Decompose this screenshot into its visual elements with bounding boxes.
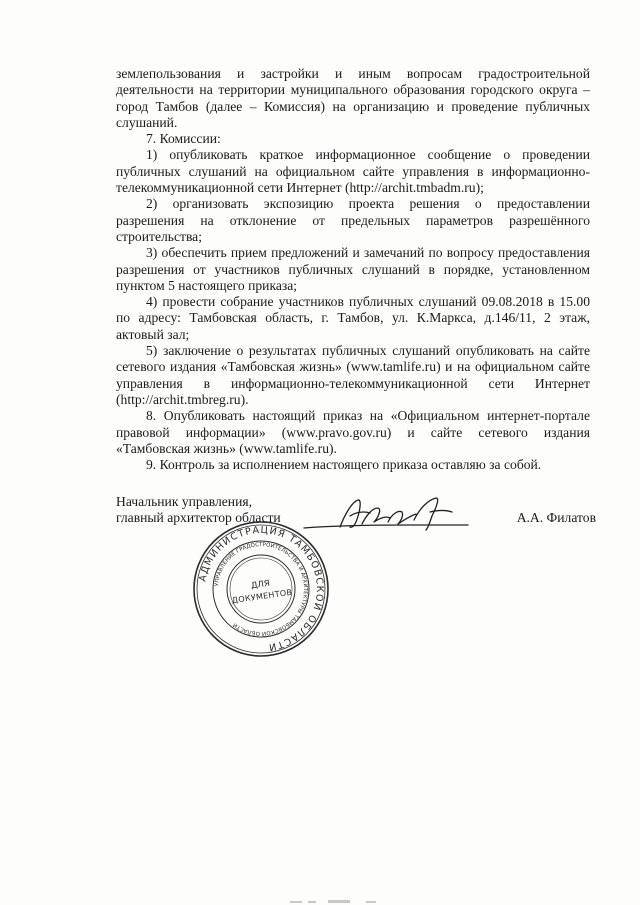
paragraph-item-9: 9. Контроль за исполнением настоящего приказа оставляю за собой. [146, 457, 542, 473]
signer-position-line-1: Начальник управления, [116, 494, 252, 509]
seal-center-line-1: ДЛЯ [250, 578, 271, 592]
scan-artifact [288, 898, 388, 905]
signer-name: А.А. Филатов [516, 510, 596, 525]
paragraph-item-8: 8. Опубликовать настоящий приказ на «Официальном интернет-портале правовой информации» (www.pravo.gov.ru) и сайте сетевого издания «Тамбовская жизнь» (www.tamlife.ru). [116, 408, 590, 456]
paragraph-subitem-3: 3) обеспечить прием предложений и замечаний по вопросу предоставления разрешения от участников публичных слушаний в порядке, установленном пунктом 5 настоящего приказа; [116, 245, 590, 293]
paragraph-subitem-4: 4) провести собрание участников публичных слушаний 09.08.2018 в 15.00 по адресу: Тамбовская область, г. Тамбов, ул. К.Маркса, д.146/11, 2 этаж, актовый зал; [116, 294, 590, 342]
paragraph-subitem-2: 2) организовать экспозицию проекта решения о предоставлении разрешения на отклонение от предельных параметров разрешённого строительства; [116, 196, 590, 244]
signer-position-line-2: главный архитектор области [116, 510, 281, 526]
paragraph-continuation: землепользования и застройки и иным вопросам градостроительной деятельности на территории муниципального образования городского округа – город Тамбов (далее – Комиссия) на организацию и проведение публичных слушаний. [116, 66, 590, 130]
seal-inner-text: УПРАВЛЕНИЕ ГРАДОСТРОИТЕЛЬСТВА И АРХИТЕКТУРЫ ТАМБОВСКОЙ ОБЛАСТИ [214, 541, 309, 637]
official-seal-icon [190, 518, 332, 660]
paragraph-subitem-1: 1) опубликовать краткое информационное сообщение о проведении публичных слушаний на официальном сайте управления в информационно-телекоммуникационной сети Интернет (http://archit.tmbadm.ru); [116, 147, 590, 196]
paragraph-subitem-5: 5) заключение о результатах публичных слушаний опубликовать на сайте сетевого издания «Тамбовская жизнь» (www.tamlife.ru) и на официальном сайте управления в информационно-телекоммуникационной сети Интернет (http://archit.tmbreg.ru). [116, 343, 590, 407]
document-body [116, 66, 590, 473]
seal-outer-text: АДМИНИСТРАЦИЯ ТАМБОВСКОЙ ОБЛАСТИ [197, 524, 326, 653]
paragraph-item-7: 7. Комиссии: [146, 131, 221, 147]
seal-center-line-2: ДОКУМЕНТОВ [231, 587, 293, 606]
